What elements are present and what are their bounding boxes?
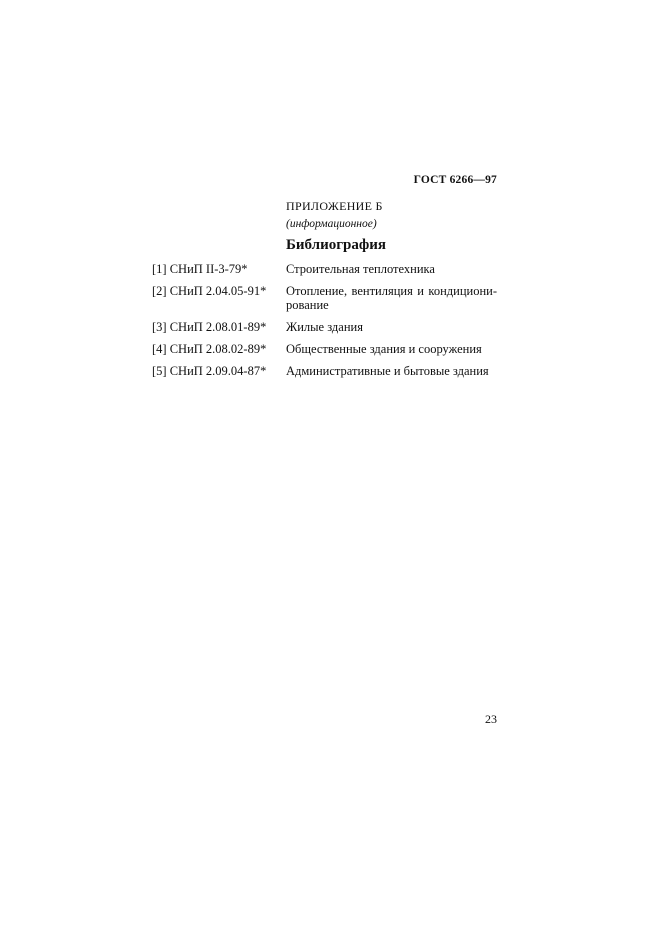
bibliography-entry [152,320,497,334]
bibliography-entry [152,262,497,276]
bibliography-entry [152,284,497,312]
bibliography-ref: [5] СНиП 2.09.04-87* [152,364,267,378]
bibliography-entry [152,342,497,356]
bibliography-list [152,262,497,386]
page-number: 23 [485,712,497,726]
bibliography-ref: [1] СНиП II-3-79* [152,262,248,276]
bibliography-heading: Библиография [286,237,387,253]
appendix-subtitle: (информационное) [286,218,377,230]
bibliography-ref: [4] СНиП 2.08.02-89* [152,342,267,356]
bibliography-ref: [2] СНиП 2.04.05-91* [152,284,267,298]
bibliography-title: Административные и бытовые здания [286,364,489,378]
bibliography-entry [152,364,497,378]
bibliography-ref: [3] СНиП 2.08.01-89* [152,320,267,334]
bibliography-title: Отопление, вентиляция и кондициони-рование [286,284,497,312]
bibliography-title: Жилые здания [286,320,363,334]
bibliography-title: Строительная теплотехника [286,262,435,276]
bibliography-title: Общественные здания и сооружения [286,342,482,356]
appendix-title: ПРИЛОЖЕНИЕ Б [286,199,383,213]
document-code: ГОСТ 6266—97 [413,174,497,186]
